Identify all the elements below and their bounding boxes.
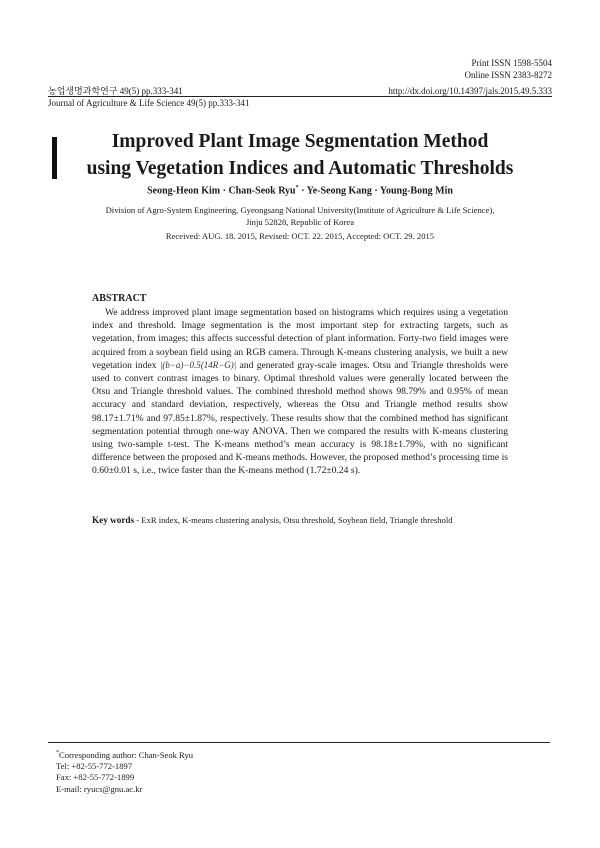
corresponding-mark: * (295, 185, 299, 191)
issn-block (465, 58, 553, 81)
authors-part-1: Seong-Heon Kim · Chan-Seok Ryu (147, 185, 296, 197)
submission-dates: Received: AUG. 18. 2015, Revised: OCT. 22. 2015, Accepted: OCT. 29. 2015 (165, 231, 435, 241)
abstract-heading: ABSTRACT (92, 293, 147, 304)
paper-title (60, 128, 540, 182)
journal-korean: 농업생명과학연구 49(5) pp.333-341 (48, 86, 183, 96)
doi-link[interactable]: http://dx.doi.org/10.14397/jals.2015.49.5.333 (388, 86, 552, 96)
footnote-rule (48, 742, 550, 743)
print-issn: Print ISSN 1598-5504 (471, 58, 552, 68)
keywords-label: Key words (92, 515, 135, 525)
abstract-body (92, 306, 508, 478)
journal-header (48, 86, 249, 109)
keywords (92, 515, 453, 525)
footnote-author: *Corresponding author: Chan-Seok Ryu (56, 749, 194, 760)
authors (60, 185, 540, 196)
title-accent-bar (52, 137, 57, 179)
footnote-mark: * (56, 750, 59, 756)
title-line-1: Improved Plant Image Segmentation Method (111, 131, 489, 152)
footnote-tel: Tel: +82-55-772-1897 (56, 761, 133, 772)
title-line-2: using Vegetation Indices and Automatic Thresholds (86, 158, 514, 179)
journal-english: Journal of Agriculture & Life Science 49(5) pp.333-341 (48, 97, 250, 108)
footnote-fax: Fax: +82-55-772-1899 (56, 772, 135, 783)
abstract-text-1: We address improved plant image segmentation based on histograms which requires using a vegetation index and threshold. Image segmentation is the most important step for extracting targets, such as vegetation, from images; this affects successful detection of plant information. Forty-two field images were acquired from a soybean field using an RGB camera. Through K-means clustering analysis, we built a new vegetation index (92, 307, 508, 371)
authors-part-2: · Ye-Seong Kang · Young-Bong Min (298, 185, 453, 197)
keywords-list: - ExR index, K-means clustering analysis, Otsu threshold, Soybean field, Triangle threshold (134, 515, 453, 525)
footnote (56, 748, 193, 795)
vegetation-index-formula: |(b−a)−0.5(14R−G)| (159, 359, 237, 370)
affiliation-line-1: Division of Agro-System Engineering, Gyeongsang National University(Institute of Agriculture & Life Science), (105, 205, 495, 215)
abstract-text-2: and generated gray-scale images. Otsu and Triangle thresholds were used to convert contrast images to binary. Optimal threshold values were generally located between the Otsu and Triangle threshold values. The combined threshold method shows 98.79% and 0.95% of mean accuracy and standard deviation, respectively, whereas the Otsu and Triangle method results show 98.17±1.71% and 97.85±1.87%, respectively. These results show that the combined method has significant segmentation potential through one-way ANOVA. Then we compared the results with K-means clustering using two-sample t-test. The K-means method’s mean accuracy is 98.18±1.79%, with no significant difference between the proposed and K-means methods. However, the proposed method’s processing time is 0.60±0.01 s, i.e., twice faster than the K-means method (1.72±0.24 s). (92, 359, 509, 477)
affiliation (60, 205, 540, 228)
online-issn: Online ISSN 2383-8272 (464, 69, 552, 80)
header-rule (48, 96, 552, 97)
affiliation-line-2: Jinju 52828, Republic of Korea (245, 216, 355, 227)
footnote-email[interactable]: E-mail: ryucs@gnu.ac.kr (56, 783, 143, 794)
